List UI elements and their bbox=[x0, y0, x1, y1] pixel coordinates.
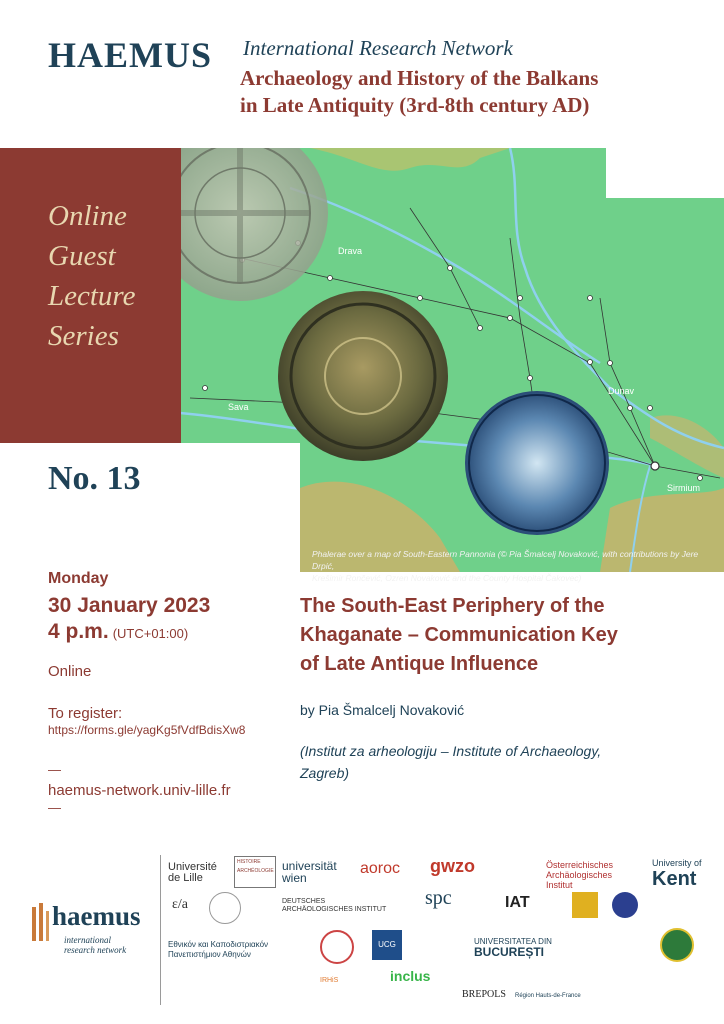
event-date: 30 January 2023 bbox=[48, 594, 211, 617]
logo-oai bbox=[546, 860, 613, 890]
subtitle-line-2: in Late Antiquity (3rd-8th century AD) bbox=[240, 93, 590, 117]
logo-wien bbox=[282, 860, 337, 884]
logo-efa: ε/a bbox=[172, 897, 188, 912]
map-label-sava: Sava bbox=[228, 402, 249, 412]
lecture-title-line-1: The South-East Periphery of the bbox=[300, 595, 605, 617]
phalera-bronze bbox=[278, 291, 448, 461]
logo-red-seal-icon bbox=[320, 930, 354, 964]
lecture-author: by Pia Šmalcelj Novaković bbox=[300, 702, 465, 718]
logo-region: Région Hauts-de-France bbox=[515, 993, 581, 999]
separator-dash: — bbox=[48, 762, 61, 777]
affiliation-line-2: Zagreb) bbox=[300, 765, 350, 781]
subtitle-line-1: Archaeology and History of the Balkans bbox=[240, 66, 599, 90]
logo-kent-line1: University of bbox=[652, 858, 702, 868]
map-label-dunav: Dunav bbox=[608, 386, 635, 396]
map-caption bbox=[312, 548, 717, 584]
logo-inclus: inclus bbox=[390, 968, 431, 984]
map-label-sirmium: Sirmium bbox=[667, 483, 700, 493]
logo-athens bbox=[168, 940, 268, 960]
series-line-2: Guest bbox=[48, 240, 116, 272]
haemus-logo-sub2: research network bbox=[64, 945, 127, 955]
logo-wien-line2: wien bbox=[282, 871, 307, 885]
logo-athens-line1: Εθνικόν και Καποδιστριακόν bbox=[168, 940, 269, 949]
event-day: Monday bbox=[48, 570, 109, 587]
logo-bucuresti bbox=[474, 936, 552, 958]
logo-lille-line1: Université bbox=[168, 861, 217, 873]
logo-brepols: BREPOLS bbox=[462, 989, 506, 1000]
map-illustration bbox=[180, 148, 724, 572]
project-subtitle bbox=[240, 65, 710, 119]
event-time-row bbox=[48, 620, 188, 644]
register-label: To register: bbox=[48, 705, 123, 722]
lecture-title bbox=[300, 592, 700, 679]
lecture-title-line-3: of Late Antique Influence bbox=[300, 653, 539, 675]
series-title bbox=[48, 196, 178, 356]
event-timezone: (UTC+01:00) bbox=[112, 626, 189, 641]
haemus-columns-icon bbox=[30, 903, 50, 943]
logo-ucg: UCG bbox=[372, 930, 402, 960]
lecture-affiliation bbox=[300, 740, 700, 784]
logo-dai bbox=[282, 898, 386, 914]
logo-bucuresti-line1: UNIVERSITATEA DIN bbox=[474, 937, 552, 946]
map-caption-line-2: Krešimir Rončević, Ozren Novaković and the County Hospital Čakovec) bbox=[312, 573, 582, 583]
logo-gwzo: gwzo bbox=[430, 856, 475, 876]
map-caption-line-1: Phalerae over a map of South-Eastern Pannonia (© Pia Šmalcelj Novaković, with contributions by Jere Drpić, bbox=[312, 549, 699, 571]
map-label-drava: Drava bbox=[338, 246, 363, 256]
event-time: 4 p.m. bbox=[48, 620, 109, 643]
logo-bucuresti-line2: BUCUREȘTI bbox=[474, 945, 545, 959]
logo-blue-seal-icon bbox=[612, 892, 638, 918]
logo-ahmam: HISTOIRE ARCHÉOLOGIE bbox=[234, 856, 276, 888]
separator-dash: — bbox=[48, 800, 61, 815]
event-mode: Online bbox=[48, 663, 92, 680]
logo-dai-line1: DEUTSCHES bbox=[282, 898, 326, 905]
logo-kent-line2: Kent bbox=[652, 868, 697, 890]
logo-wien-line1: universität bbox=[282, 859, 337, 873]
series-line-1: Online bbox=[48, 200, 127, 232]
logo-green-seal-icon bbox=[660, 928, 694, 962]
logo-aoroc: aoroc bbox=[360, 860, 401, 877]
logo-athens-line2: Πανεπιστήμιον Αθηνών bbox=[168, 950, 251, 959]
logo-oai-line3: Institut bbox=[546, 880, 573, 890]
website-link[interactable]: haemus-network.univ-lille.fr bbox=[48, 782, 231, 799]
logo-lille bbox=[168, 862, 217, 884]
haemus-logo-sub1: international bbox=[64, 935, 111, 945]
haemus-logo-word: haemus bbox=[52, 901, 141, 931]
logo-spc: spc bbox=[425, 887, 452, 909]
network-title: International Research Network bbox=[243, 36, 513, 60]
lecture-title-line-2: Khaganate – Communication Key bbox=[300, 624, 618, 646]
sirmium-marker bbox=[651, 462, 659, 470]
affiliation-line-1: (Institut za arheologiju – Institute of Archaeology, bbox=[300, 743, 602, 759]
logo-yellow-icon bbox=[572, 892, 598, 918]
logo-divider bbox=[160, 855, 161, 1005]
register-link[interactable]: https://forms.gle/yagKg5fVdfBdisXw8 bbox=[48, 723, 246, 737]
series-line-3: Lecture bbox=[48, 280, 136, 312]
haemus-logo bbox=[30, 895, 155, 965]
lecture-number: No. 13 bbox=[48, 460, 141, 497]
logo-dai-line2: ARCHÄOLOGISCHES INSTITUT bbox=[282, 906, 387, 913]
logo-seal-icon bbox=[209, 892, 241, 924]
phalera-blue bbox=[465, 391, 609, 535]
logo-kent bbox=[652, 856, 702, 888]
logo-lille-line2: de Lille bbox=[168, 872, 203, 884]
brand-title: HAEMUS bbox=[48, 35, 213, 75]
logo-irhis: IRHiS bbox=[320, 977, 339, 984]
logo-iat: IAT bbox=[505, 894, 530, 911]
series-line-4: Series bbox=[48, 320, 119, 352]
logo-oai-line1: Österreichisches bbox=[546, 860, 614, 870]
logo-oai-line2: Archäologisches bbox=[546, 870, 613, 880]
